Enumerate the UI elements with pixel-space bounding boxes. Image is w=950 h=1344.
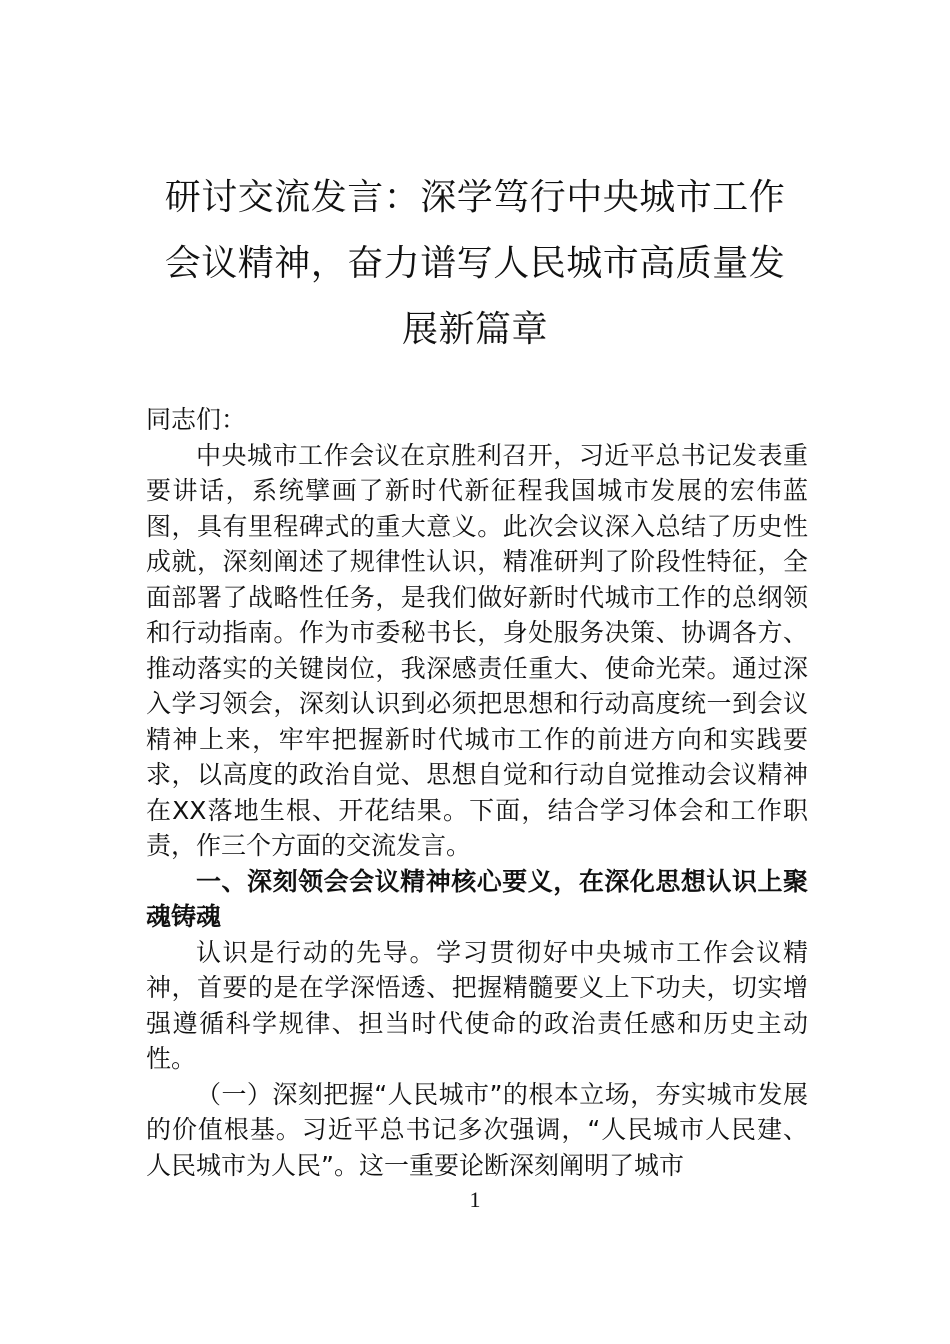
document-title: 研讨交流发言：深学笃行中央城市工作会议精神，奋力谱写人民城市高质量发展新篇章 [164, 177, 786, 350]
paragraph-section-1: 认识是行动的先导。学习贯彻好中央城市工作会议精神，首要的是在学深悟透、把握精髓要义上下功夫，切实增强遵循科学规律、担当时代使命的政治责任感和历史主动性。 [146, 937, 808, 1073]
salutation: 同志们： [146, 405, 247, 434]
page-number: 1 [469, 1187, 481, 1212]
paragraph-intro: 中央城市工作会议在京胜利召开，习近平总书记发表重要讲话，系统擘画了新时代新征程我国城市发展的宏伟蓝图，具有里程碑式的重大意义。此次会议深入总结了历史性成就，深刻阐述了规律性认识，精准研判了阶段性特征，全面部署了战略性任务，是我们做好新时代城市工作的总纲领和行动指南。作为市委秘书长，身处服务决策、协调各方、推动落实的关键岗位，我深感责任重大、使命光荣。通过深入学习领会，深刻认识到必须把思想和行动高度统一到会议精神上来，牢牢把握新时代城市工作的前进方向和实践要求，以高度的政治自觉、思想自觉和行动自觉推动会议精神在XX落地生根、开花结果。下面，结合学习体会和工作职责，作三个方面的交流发言。 [146, 440, 808, 860]
section-heading-1: 一、深刻领会会议精神核心要义，在深化思想认识上聚魂铸魂 [146, 866, 808, 931]
document-body [146, 402, 808, 1183]
paragraph-subsection-1: （一）深刻把握“人民城市”的根本立场，夯实城市发展的价值根基。习近平总书记多次强调，“人民城市人民建、人民城市为人民”。这一重要论断深刻阐明了城市 [146, 1079, 808, 1180]
